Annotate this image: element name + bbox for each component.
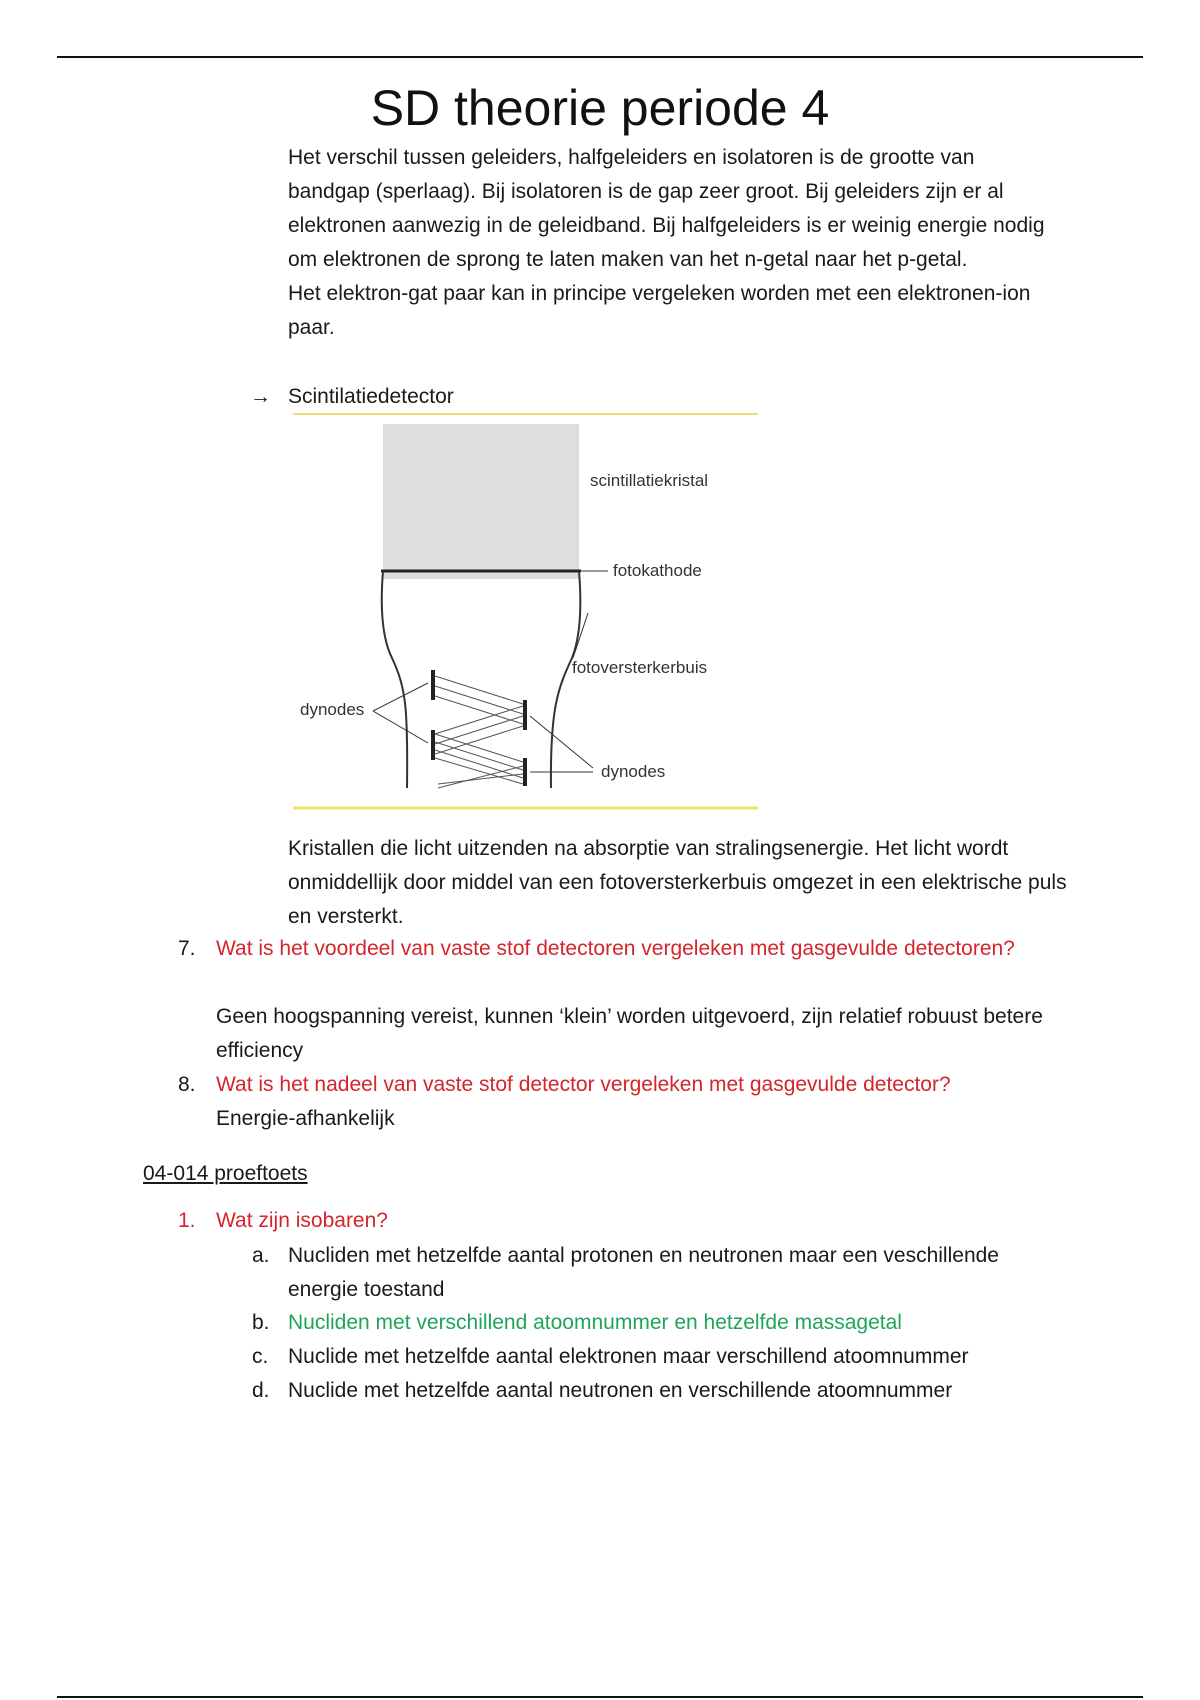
bullet-label: Scintilatiedetector <box>288 385 454 408</box>
section-heading: 04-014 proeftoets <box>143 1162 308 1185</box>
intro-text <box>288 141 1058 345</box>
label-photocathode: fotokathode <box>613 561 702 580</box>
question-7-text: Wat is het voordeel van vaste stof detectoren vergeleken met gasgevulde detectoren? <box>216 937 1015 960</box>
question-7-number: 7. <box>178 937 196 960</box>
intro-paragraph-1: Het verschil tussen geleiders, halfgeleiders en isolatoren is de grootte van bandgap (sperlaag). Bij isolatoren is de gap zeer groot. Bij geleiders zijn er al elektronen aanwezig in de geleidband. Bij halfgeleiders is er weinig energie nodig om elektronen de sprong te laten maken van het n-getal naar het p-getal. <box>288 146 1045 271</box>
option-a <box>252 1239 1072 1307</box>
top-rule <box>57 56 1143 58</box>
option-b-text: Nucliden met verschillend atoomnummer en hetzelfde massagetal <box>288 1311 902 1334</box>
quiz-question-1 <box>178 1204 388 1238</box>
scintillation-detector-figure <box>288 408 758 818</box>
question-7-answer: Geen hoogspanning vereist, kunnen ‘klein’ worden uitgevoerd, zijn relatief robuust betere efficiency <box>216 1005 1043 1062</box>
option-b-correct <box>252 1306 1072 1340</box>
arrow-right-icon: → <box>250 385 271 408</box>
electron-paths <box>435 676 523 788</box>
quiz-question-number: 1. <box>178 1209 196 1232</box>
question-8-answer: Energie-afhankelijk <box>216 1107 395 1130</box>
scintillation-description: Kristallen die licht uitzenden na absorptie van stralingsenergie. Het licht wordt onmiddellijk door middel van een fotoversterkerbuis omgezet in een elektrische puls en versterkt. <box>288 837 1067 928</box>
option-c <box>252 1340 1072 1374</box>
option-a-letter: a. <box>252 1244 270 1267</box>
page-title: SD theorie periode 4 <box>370 80 830 136</box>
scintillation-crystal <box>383 424 579 579</box>
label-dynodes-left: dynodes <box>300 700 365 719</box>
question-8-text: Wat is het nadeel van vaste stof detector vergeleken met gasgevulde detector? <box>216 1073 951 1096</box>
option-c-letter: c. <box>252 1345 269 1368</box>
dynodes-left-leader-2 <box>373 711 428 743</box>
quiz-question-text: Wat zijn isobaren? <box>216 1209 388 1232</box>
question-8 <box>178 1068 1078 1102</box>
dynodes-right-leader-1 <box>530 716 593 768</box>
bottom-rule <box>57 1696 1143 1698</box>
option-d <box>252 1374 1072 1408</box>
tube-left-wall <box>382 571 407 788</box>
option-d-letter: d. <box>252 1379 270 1402</box>
question-8-number: 8. <box>178 1073 196 1096</box>
dynodes-left-leader-1 <box>373 683 428 711</box>
option-d-text: Nuclide met hetzelfde aantal neutronen en verschillende atoomnummer <box>288 1379 953 1402</box>
label-crystal: scintillatiekristal <box>590 471 709 490</box>
label-tube: fotoversterkerbuis <box>572 658 708 677</box>
option-a-text: Nucliden met hetzelfde aantal protonen en neutronen maar een veschillende energie toestand <box>288 1244 999 1301</box>
label-dynodes-right: dynodes <box>601 762 666 781</box>
option-b-letter: b. <box>252 1311 270 1334</box>
intro-paragraph-2: Het elektron-gat paar kan in principe vergeleken worden met een elektronen-ion paar. <box>288 282 1031 339</box>
tube-right-wall <box>551 571 580 788</box>
option-c-text: Nuclide met hetzelfde aantal elektronen maar verschillend atoomnummer <box>288 1345 969 1368</box>
question-7 <box>178 932 1078 966</box>
